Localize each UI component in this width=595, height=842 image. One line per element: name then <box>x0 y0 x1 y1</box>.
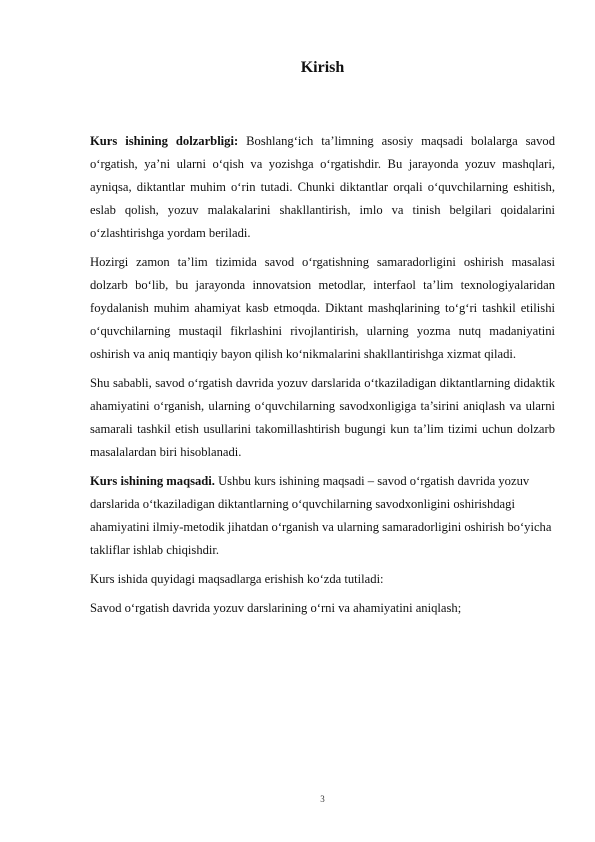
paragraph-objectives-intro <box>90 568 555 591</box>
paragraph-text: Hozirgi zamon ta’lim tizimida savod o‘rgatishning samaradorligini oshirish masalasi dolzarb bo‘lib, bu jarayonda innovatsion metodlar, interfaol ta’lim texnologiyalaridan foydalanish muhim ahamiyat kasb etmoqda. Diktant mashqlarining to‘g‘ri tashkil etilishi o‘quvchilarning mustaqil fikrlashini rivojlantirish, ularning yozma nutq madaniyatini oshirish va aniq mantiqiy bayon qilish ko‘nikmalarini shakllantirishga xizmat qiladi. <box>90 255 555 361</box>
paragraph-objective-item <box>90 597 555 620</box>
page-title: Kirish <box>300 59 345 76</box>
paragraph-goal <box>90 470 555 562</box>
paragraph-text: Boshlang‘ich ta’limning asosiy maqsadi bolalarga savod o‘rgatish, ya’ni ularni o‘qish va yozishga o‘rgatishdir. Bu jarayonda yozuv mashqlari, ayniqsa, diktantlar muhim o‘rin tutadi. Chunki diktantlar orqali o‘quvchilarning eshitish, eslab qolish, yozuv malakalarini shakllantirish, imlo va tinish belgilari qoidalarini o‘zlashtirishga yordam beriladi. <box>90 134 555 240</box>
document-body <box>90 130 555 620</box>
paragraph-lead: Kurs ishining maqsadi. <box>90 474 215 488</box>
paragraph-text: Ushbu kurs ishining maqsadi – savod o‘rgatish davrida yozuv darslarida o‘tkaziladigan diktantlarning o‘quvchilarning savodxonligini oshirishdagi ahamiyatini ilmiy-metodik jihatdan o‘rganish va ularning samaradorligini oshirish bo‘yicha takliflar ishlab chiqishdir. <box>90 474 552 557</box>
paragraph-relevance <box>90 130 555 245</box>
paragraph-conclusion <box>90 372 555 464</box>
page-number: 3 <box>320 794 325 804</box>
paragraph-modern-education <box>90 251 555 366</box>
paragraph-text: Savod o‘rgatish davrida yozuv darslarining o‘rni va ahamiyatini aniqlash; <box>90 601 462 615</box>
paragraph-text: Kurs ishida quyidagi maqsadlarga erishish ko‘zda tutiladi: <box>90 572 384 586</box>
paragraph-text: Shu sababli, savod o‘rgatish davrida yozuv darslarida o‘tkaziladigan diktantlarning didaktik ahamiyatini o‘rganish, ularning o‘quvchilarning savodxonligiga ta’sirini aniqlash va ularni samarali tashkil etish usullarini takomillashtirish bugungi kun ta’lim tizimi uchun dolzarb masalalardan biri hisoblanadi. <box>90 376 555 459</box>
paragraph-lead: Kurs ishining dolzarbligi: <box>90 134 239 148</box>
